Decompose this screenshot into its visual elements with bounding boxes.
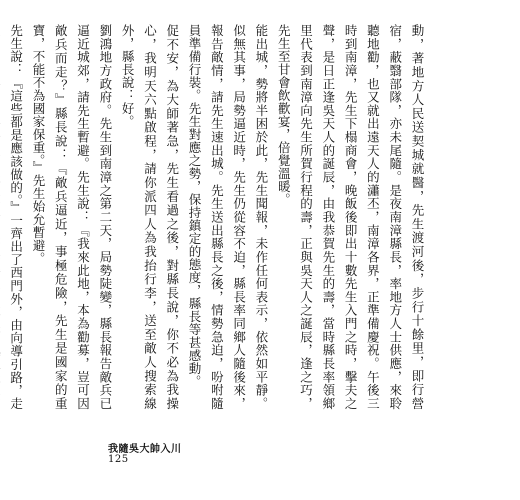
vertical-text-block: [8, 24, 428, 410]
page-number: 125: [108, 454, 129, 465]
paragraph: 劉鴻地方政府。先生到南漳之第二天，局勢陡變，縣長報告敵兵已逼近城郊，請先生暫避。先生說：『我來此地，本為勸募，豈可因敵兵而走？』縣長說：『敵兵逼近，事極危險，先生是國家的重寶，不能不為國家保重。』先生始允暫避。: [30, 24, 113, 410]
paragraph: 先生說：『這些都是應該做的。』一齊出了西門外，由向導引路，走: [8, 24, 24, 410]
paragraph: 動，著地方人民送契城就醫，先生渡河後，步行十餘里，即行營宿，蔽翳部隊，亦未尾隨。是夜南漳縣長，率地方人士供應，來聆聽地勸，也又就出遠天人的瀟丕，南漳各界，正準備慶祝。午後三時到南漳，先生下榻商會，晚飯後即出十數先生入門之時，擊夫之聲，是日正逢吳天人的誕辰，由我恭賀先生的壽，當時縣長率領鄉里代表到南漳向先生所賀行程的壽，正與吳天人之誕辰，逢之巧，先生至甘會飲歡宴，倍覺溫暖。: [276, 24, 425, 410]
paragraph: 促不安，為大師著急，先生看過之後，對縣長說，你不必為我操心，我明天六點啟程，請你派四人為我抬行李，送至敵人搜索線外，縣長說：好。: [120, 24, 180, 410]
paragraph: 能出城，勢將半困於此，先生聞報，未作任何表示，依然如平靜。似無其事，局勢逼近時，先生仍從容不迫，縣長率同鄉人隨後來，報告敵情，請先生速出城。先生送出縣長之後，情勢急迫，吩咐隨員準備行裝。先生對應之勢，保持鎮定的態度，縣長等甚感動。: [187, 24, 269, 410]
running-title: 我隨吳大帥入川: [108, 444, 182, 455]
